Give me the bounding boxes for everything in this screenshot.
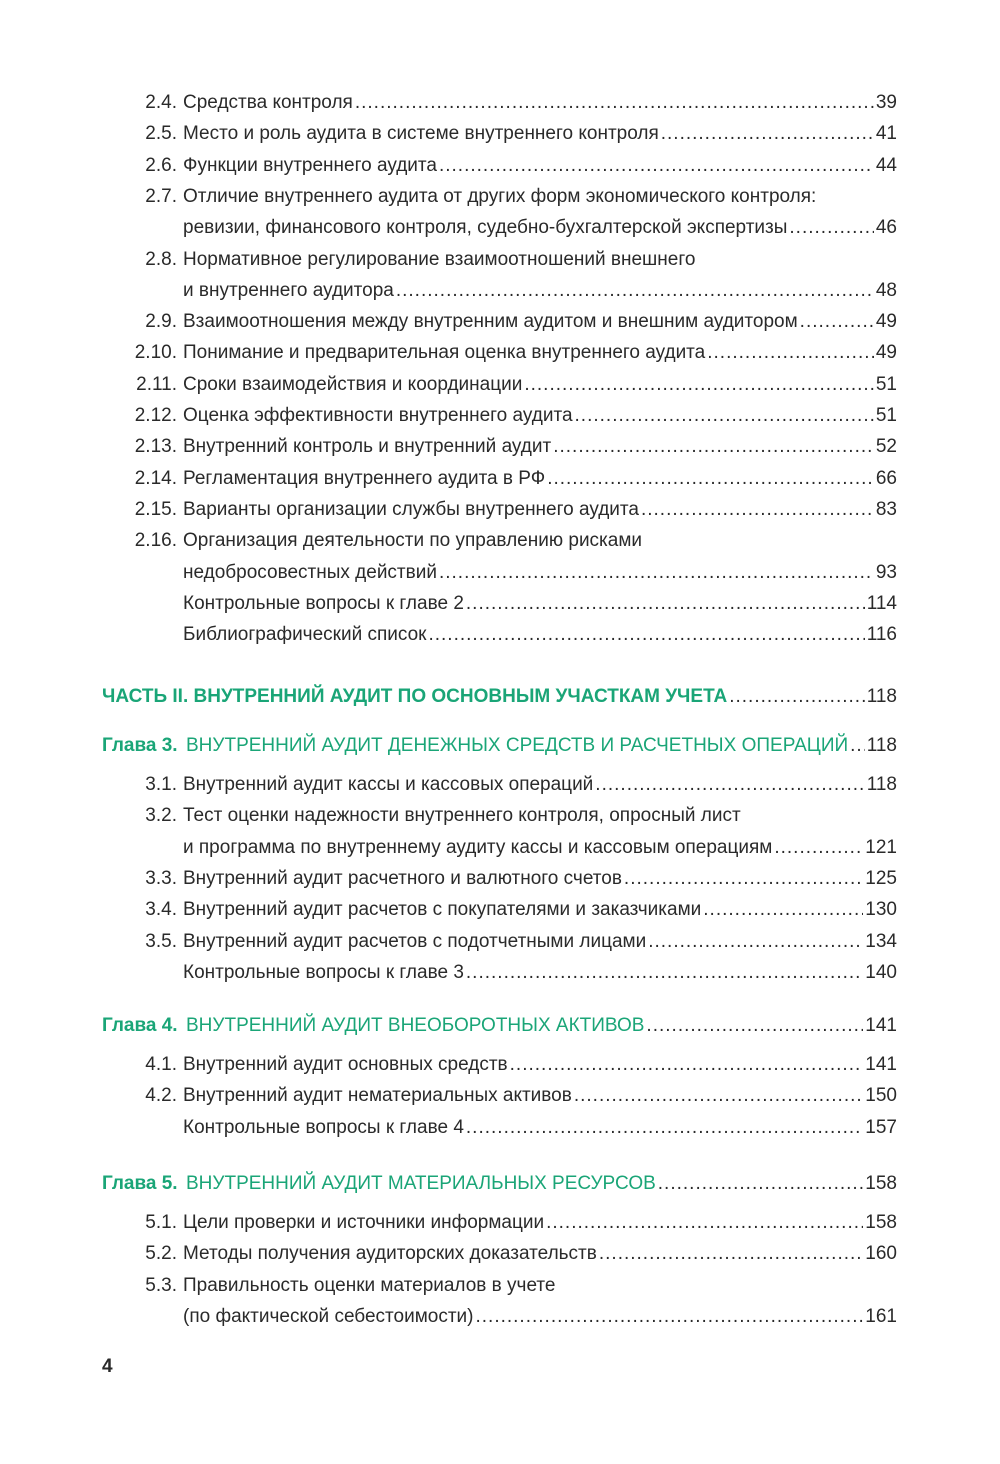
toc-entry-body (183, 558, 897, 588)
toc-entry-body (183, 495, 897, 525)
leader-dots (661, 119, 874, 149)
toc-page-number: 116 (866, 624, 897, 646)
toc-entry[interactable] (0, 770, 1000, 800)
toc-title: ВНУТРЕННИЙ АУДИТ ВНЕОБОРОТНЫХ АКТИВОВ (186, 1011, 644, 1041)
leader-dots (641, 495, 874, 525)
toc-entry-body (186, 731, 897, 761)
toc-title: ВНУТРЕННИЙ АУДИТ ДЕНЕЖНЫХ СРЕДСТВ И РАСЧЕТНЫХ ОПЕРАЦИЙ (186, 731, 848, 761)
leader-dots (789, 213, 873, 243)
toc-page-number: 66 (875, 467, 897, 489)
toc-title: Оценка эффективности внутреннего аудита (183, 401, 573, 431)
page-number: 4 (102, 1356, 113, 1377)
toc-title: Библиографический список (183, 620, 426, 650)
chapter-label: Глава 3. (102, 735, 178, 756)
toc-page-number: 121 (865, 836, 897, 858)
toc-title-line: Организация деятельности по управлению рисками (183, 530, 643, 552)
toc-entry[interactable] (0, 401, 1000, 431)
toc-title: Варианты организации службы внутреннего аудита (183, 495, 639, 525)
toc-entry[interactable] (0, 276, 1000, 306)
toc-entry[interactable] (0, 1081, 1000, 1111)
toc-title: Регламентация внутреннего аудита в РФ (183, 464, 545, 494)
toc-page-number: 141 (865, 1015, 897, 1036)
toc-title: Функции внутреннего аудита (183, 151, 437, 181)
toc-title-line: Нормативное регулирование взаимоотношений внешнего (183, 248, 696, 270)
leader-dots (703, 895, 863, 925)
toc-entry[interactable] (0, 307, 1000, 337)
leader-dots (624, 864, 863, 894)
toc-entry-body (102, 682, 897, 712)
toc-page-number: 49 (875, 311, 897, 333)
toc-entry-body (183, 1081, 897, 1111)
toc-row (0, 526, 1000, 556)
toc-entry-body (183, 401, 897, 431)
toc-page-number: 44 (875, 154, 897, 176)
toc-entry[interactable] (0, 213, 1000, 243)
leader-dots (648, 927, 863, 957)
toc-page-number: 114 (866, 592, 897, 614)
toc-entry[interactable] (0, 1302, 1000, 1332)
toc-entry-body (183, 432, 897, 462)
leader-dots (800, 307, 874, 337)
leader-dots (475, 1302, 863, 1332)
toc-title: Понимание и предварительная оценка внутреннего аудита (183, 338, 705, 368)
chapter-heading[interactable] (0, 1011, 1000, 1041)
leader-dots (355, 88, 874, 118)
toc-title: Контрольные вопросы к главе 2 (183, 589, 464, 619)
toc-title: и внутреннего аудитора (183, 276, 394, 306)
toc-title: недобросовестных действий (183, 558, 437, 588)
toc-title: ЧАСТЬ II. ВНУТРЕННИЙ АУДИТ ПО ОСНОВНЫМ УЧАСТКАМ УЧЕТА (102, 682, 727, 712)
toc-entry-body (183, 338, 897, 368)
section-number: 3.4. (145, 899, 177, 921)
toc-page-number: 161 (865, 1305, 897, 1327)
toc-entry-body (183, 119, 897, 149)
leader-dots (646, 1011, 863, 1041)
toc-title: Внутренний аудит расчетов с подотчетными лицами (183, 927, 646, 957)
leader-dots (553, 432, 874, 462)
leader-dots (439, 558, 874, 588)
toc-entry-body (186, 1169, 897, 1199)
section-number: 4.2. (145, 1085, 177, 1107)
section-number: 3.1. (145, 774, 177, 795)
toc-entry[interactable] (0, 620, 1000, 650)
toc-page-number: 49 (875, 342, 897, 364)
toc-title: Цели проверки и источники информации (183, 1208, 544, 1238)
toc-title: Внутренний аудит расчетов с покупателями и заказчиками (183, 895, 701, 925)
section-number: 2.12. (134, 405, 177, 426)
toc-page-number: 158 (865, 1173, 897, 1194)
toc-entry-body (183, 895, 897, 925)
toc-title: Внутренний контроль и внутренний аудит (183, 432, 551, 462)
toc-entry-body (183, 1050, 897, 1080)
toc-entry-body (186, 1011, 897, 1041)
section-number: 2.16. (134, 530, 177, 552)
leader-dots (574, 1081, 863, 1111)
toc-page-number: 46 (875, 217, 897, 239)
toc-title: (по фактической себестоимости) (183, 1302, 473, 1332)
toc-entry-body (183, 276, 897, 306)
toc-page-number: 48 (875, 279, 897, 301)
section-number: 3.5. (145, 930, 177, 952)
toc-entry[interactable] (0, 1208, 1000, 1238)
toc-entry[interactable] (0, 432, 1000, 462)
toc-title-line: Тест оценки надежности внутреннего контроля, опросный лист (183, 805, 741, 827)
section-number: 2.6. (145, 154, 177, 176)
toc-entry[interactable] (0, 1050, 1000, 1080)
toc-title: Контрольные вопросы к главе 3 (183, 958, 464, 988)
leader-dots (707, 338, 874, 368)
toc-entry[interactable] (0, 864, 1000, 894)
section-number: 2.8. (145, 248, 177, 270)
toc-entry-body (183, 1302, 897, 1332)
section-number: 2.4. (145, 92, 177, 113)
toc-page-number: 150 (865, 1085, 897, 1107)
chapter-heading[interactable] (0, 731, 1000, 761)
section-number: 2.9. (145, 311, 177, 333)
section-number: 2.14. (134, 467, 177, 489)
part-heading[interactable] (0, 682, 1000, 712)
toc-title: Средства контроля (183, 88, 353, 118)
toc-title: Внутренний аудит кассы и кассовых операций (183, 770, 593, 800)
chapter-heading[interactable] (0, 1169, 1000, 1199)
leader-dots (658, 1169, 864, 1199)
toc-entry[interactable] (0, 558, 1000, 588)
toc-page-number: 157 (865, 1116, 897, 1138)
toc-page-number: 41 (875, 123, 897, 145)
toc-page-number: 51 (875, 373, 897, 395)
toc-page-number: 140 (865, 961, 897, 983)
toc-page-number: 130 (865, 899, 897, 921)
leader-dots (466, 958, 863, 988)
toc-title: Внутренний аудит нематериальных активов (183, 1081, 572, 1111)
section-number: 3.2. (145, 805, 177, 827)
toc-page-number: 39 (875, 92, 897, 113)
toc-page-number: 158 (865, 1212, 897, 1233)
toc-entry-body (183, 1113, 897, 1143)
leader-dots (547, 464, 874, 494)
toc-title: Взаимоотношения между внутренним аудитом и внешним аудитором (183, 307, 798, 337)
toc-page-number: 118 (866, 735, 897, 756)
toc-row (0, 801, 1000, 831)
section-number: 2.10. (134, 342, 177, 364)
toc-entry[interactable] (0, 495, 1000, 525)
section-number: 2.5. (145, 123, 177, 145)
leader-dots (575, 401, 874, 431)
leader-dots (466, 1113, 863, 1143)
toc-row (0, 245, 1000, 275)
toc-page-number: 52 (875, 436, 897, 458)
leader-dots (774, 833, 863, 863)
section-number: 3.3. (145, 867, 177, 889)
toc-title: Внутренний аудит основных средств (183, 1050, 508, 1080)
section-number: 2.7. (145, 185, 177, 207)
toc-entry-body (183, 370, 897, 400)
toc-entry[interactable] (0, 88, 1000, 118)
toc-entry-body (183, 464, 897, 494)
section-number: 5.2. (145, 1243, 177, 1265)
leader-dots (595, 770, 864, 800)
toc-entry[interactable] (0, 927, 1000, 957)
toc-entry-body (183, 307, 897, 337)
toc-page-number: 83 (875, 498, 897, 520)
leader-dots (396, 276, 874, 306)
section-number: 5.1. (145, 1212, 177, 1233)
toc-entry-body (183, 589, 897, 619)
toc-entry[interactable] (0, 589, 1000, 619)
toc-page-number: 93 (875, 561, 897, 583)
leader-dots (510, 1050, 864, 1080)
toc-entry[interactable] (0, 119, 1000, 149)
leader-dots (428, 620, 864, 650)
section-number: 5.3. (145, 1274, 177, 1296)
section-number: 2.11. (136, 373, 177, 395)
toc-title: ВНУТРЕННИЙ АУДИТ МАТЕРИАЛЬНЫХ РЕСУРСОВ (186, 1169, 656, 1199)
toc-page-number: 134 (865, 930, 897, 952)
leader-dots (729, 682, 864, 712)
toc-entry[interactable] (0, 958, 1000, 988)
toc-title: Место и роль аудита в системе внутреннего контроля (183, 119, 659, 149)
toc-title: Методы получения аудиторских доказательств (183, 1239, 597, 1269)
toc-entry-body (183, 958, 897, 988)
toc-page-number: 125 (865, 867, 897, 889)
toc-entry-body (183, 833, 897, 863)
leader-dots (599, 1239, 863, 1269)
toc-entry-body (183, 770, 897, 800)
toc-page-number: 160 (865, 1243, 897, 1265)
toc-page-number: 118 (866, 686, 897, 707)
toc-title: Внутренний аудит расчетного и валютного счетов (183, 864, 622, 894)
chapter-label: Глава 5. (102, 1173, 178, 1194)
toc-title: ревизии, финансового контроля, судебно-бухгалтерской экспертизы (183, 213, 787, 243)
toc-row (0, 1271, 1000, 1301)
toc-page-number: 118 (866, 774, 897, 795)
toc-entry-body (183, 927, 897, 957)
toc-entry-body (183, 1239, 897, 1269)
section-number: 4.1. (145, 1054, 177, 1075)
toc-title: и программа по внутреннему аудиту кассы и кассовым операциям (183, 833, 772, 863)
toc-title-line: Отличие внутреннего аудита от других форм экономического контроля: (183, 185, 817, 207)
section-number: 2.13. (134, 436, 177, 458)
toc-entry[interactable] (0, 1239, 1000, 1269)
toc-title: Контрольные вопросы к главе 4 (183, 1113, 464, 1143)
toc-title: Сроки взаимодействия и координации (183, 370, 522, 400)
section-number: 2.15. (134, 498, 177, 520)
leader-dots (524, 370, 874, 400)
leader-dots (546, 1208, 863, 1238)
toc-entry[interactable] (0, 895, 1000, 925)
toc-page-number: 51 (875, 405, 897, 426)
leader-dots (466, 589, 865, 619)
leader-dots (439, 151, 874, 181)
toc-entry-body (183, 620, 897, 650)
toc-entry[interactable] (0, 833, 1000, 863)
toc-entry-body (183, 864, 897, 894)
toc-entry[interactable] (0, 370, 1000, 400)
toc-entry-body (183, 88, 897, 118)
toc-page-number: 141 (865, 1054, 897, 1075)
chapter-label: Глава 4. (102, 1015, 178, 1036)
toc-entry-body (183, 151, 897, 181)
toc-entry[interactable] (0, 464, 1000, 494)
toc-entry-body (183, 213, 897, 243)
toc-title-line: Правильность оценки материалов в учете (183, 1274, 556, 1296)
leader-dots (850, 731, 865, 761)
toc-entry[interactable] (0, 151, 1000, 181)
toc-entry-body (183, 1208, 897, 1238)
toc-row (0, 182, 1000, 212)
toc-entry[interactable] (0, 1113, 1000, 1143)
toc-entry[interactable] (0, 338, 1000, 368)
